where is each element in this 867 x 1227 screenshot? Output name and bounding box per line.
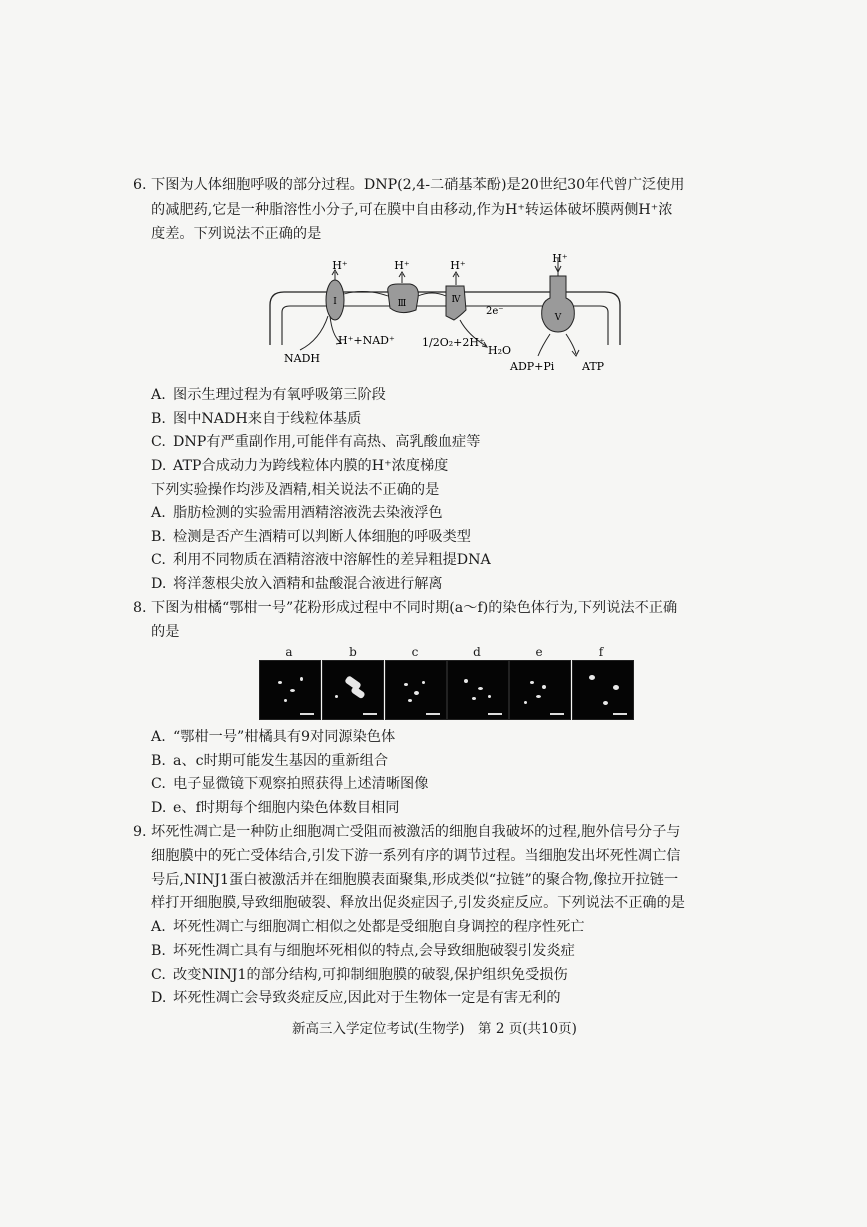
- q9-number: 9.: [133, 824, 147, 840]
- atp-synthase: [542, 276, 575, 332]
- photo-f: [572, 660, 634, 720]
- photo-e: [509, 660, 571, 720]
- q8-option-c: C. 电子显微镜下观察拍照获得上述清晰图像: [151, 776, 429, 792]
- photo-c: [385, 660, 447, 720]
- q6-stem-line-2: 的减肥药,它是一种脂溶性小分子,可在膜中自由移动,作为H⁺转运体破坏膜两侧H⁺浓: [151, 202, 673, 218]
- q6-option-b: B. 图中NADH来自于线粒体基质: [151, 411, 362, 427]
- electron-label: 2e⁻: [486, 306, 504, 317]
- q7-stem: 下列实验操作均涉及酒精,相关说法不正确的是: [151, 482, 440, 498]
- photo-label-d: d: [473, 645, 481, 659]
- q8-stem-line-2: 的是: [151, 624, 180, 640]
- complex-v-label: V: [554, 313, 562, 323]
- q9-option-a: A. 坏死性凋亡与细胞凋亡相似之处都是受细胞自身调控的程序性死亡: [151, 919, 585, 935]
- h-plus-4: H⁺: [552, 252, 568, 265]
- q9-stem-line-3: 号后,NINJ1蛋白被激活并在细胞膜表面聚集,形成类似“拉链”的聚合物,像拉开拉链一: [151, 872, 679, 888]
- complex-iv-label: Ⅳ: [451, 295, 461, 305]
- photo-label-b: b: [349, 645, 357, 659]
- q6-number: 6.: [133, 177, 147, 193]
- q6-stem-line-3: 度差。下列说法不正确的是: [151, 226, 322, 242]
- photo-label-e: e: [535, 645, 543, 659]
- q7-option-d: D. 将洋葱根尖放入酒精和盐酸混合液进行解离: [151, 576, 443, 592]
- q9-option-d: D. 坏死性凋亡会导致炎症反应,因此对于生物体一定是有害无利的: [151, 990, 561, 1006]
- complex-i-label: Ⅰ: [333, 297, 337, 307]
- q8-option-d: D. e、f时期每个细胞内染色体数目相同: [151, 800, 400, 816]
- q6-stem-line-1: 下图为人体细胞呼吸的部分过程。DNP(2,4-二硝基苯酚)是20世纪30年代曾广泛使用: [151, 177, 685, 193]
- q8-option-b: B. a、c时期可能发生基因的重新组合: [151, 753, 389, 769]
- atp-label: ATP: [582, 360, 605, 373]
- photo-label-a: a: [285, 645, 293, 659]
- complex-iii-label: Ⅲ: [397, 299, 407, 309]
- q9-option-b: B. 坏死性凋亡具有与细胞坏死相似的特点,会导致细胞破裂引发炎症: [151, 943, 575, 959]
- q7-option-a: A. 脂肪检测的实验需用酒精溶液洗去染液浮色: [151, 505, 443, 521]
- photo-label-f: f: [598, 645, 604, 659]
- q7-option-c: C. 利用不同物质在酒精溶液中溶解性的差异粗提DNA: [151, 552, 491, 568]
- photo-b: [322, 660, 384, 720]
- oxygen-label: 1/2O₂+2H⁺: [422, 336, 485, 349]
- q6-option-d: D. ATP合成动力为跨线粒体内膜的H⁺浓度梯度: [151, 458, 449, 474]
- respiration-chain-diagram: [260, 250, 630, 376]
- h-plus-1: H⁺: [332, 259, 348, 272]
- q8-stem-line-1: 下图为柑橘“鄂柑一号”花粉形成过程中不同时期(a～f)的染色体行为,下列说法不正确: [151, 600, 678, 616]
- adp-label: ADP+Pi: [510, 360, 555, 373]
- h-plus-3: H⁺: [450, 259, 466, 272]
- water-label: H₂O: [488, 344, 512, 357]
- page-footer: 新高三入学定位考试(生物学) 第 2 页(共10页): [292, 1021, 577, 1037]
- photo-a: [259, 660, 321, 720]
- q9-stem-line-2: 细胞膜中的死亡受体结合,引发下游一系列有序的调节过程。当细胞发出坏死性凋亡信: [151, 848, 681, 864]
- photo-label-c: c: [411, 645, 419, 659]
- h-nad-label: H⁺+NAD⁺: [338, 334, 395, 347]
- q9-option-c: C. 改变NINJ1的部分结构,可抑制细胞膜的破裂,保护组织免受损伤: [151, 967, 568, 983]
- q9-stem-line-4: 样打开细胞膜,导致细胞破裂、释放出促炎症因子,引发炎症反应。下列说法不正确的是: [151, 895, 685, 911]
- q8-number: 8.: [133, 600, 147, 616]
- q6-option-c: C. DNP有严重副作用,可能伴有高热、高乳酸血症等: [151, 434, 481, 450]
- q7-option-b: B. 检测是否产生酒精可以判断人体细胞的呼吸类型: [151, 529, 471, 545]
- q8-option-a: A. “鄂柑一号”柑橘具有9对同源染色体: [151, 729, 396, 745]
- photo-d: [447, 660, 509, 720]
- h-plus-2: H⁺: [394, 259, 410, 272]
- nadh-label: NADH: [284, 352, 320, 365]
- q9-stem-line-1: 坏死性凋亡是一种防止细胞凋亡受阻而被激活的细胞自我破坏的过程,胞外信号分子与: [151, 824, 681, 840]
- q6-option-a: A. 图示生理过程为有氧呼吸第三阶段: [151, 387, 386, 403]
